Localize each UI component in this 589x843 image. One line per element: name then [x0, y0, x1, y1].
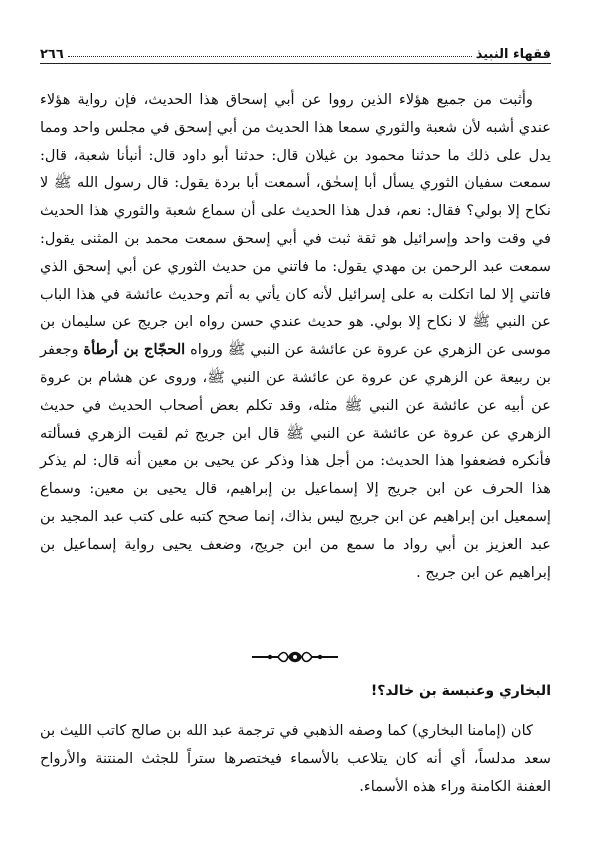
decorative-divider-icon: [0, 650, 589, 664]
paragraph-text-part-2: وجعفر بن ربيعة عن الزهري عن عروة عن عائشة عن النبي ﷺ، وروى عن هشام بن عروة عن أبيه عن عائشة عن النبي ﷺ مثله، وقد تكلم بعض أصحاب الحديث في حديث الزهري عن عروة عن عائشة عن النبي ﷺ قال ابن جريج ثم لقيت الزهري فسألته فأنكره فضعفوا هذا الحديث: من أجل هذا وذكر عن يحيى بن معين أنه قال: لم يذكر هذا الحرف عن ابن جريج إلا إسماعيل بن إبراهيم، قال يحيى بن معين: وسماع إسمعيل ابن إبراهيم عن ابن جريج ليس بذاك، إنما صحح كتبه على كتب عبد المجيد بن عبد العزيز بن أبي رواد ما سمع من ابن جريج، وضعف يحيى رواية إسماعيل بن إبراهيم عن ابن جريج .: [40, 341, 551, 581]
header-dot-leader: [68, 56, 472, 57]
header-title: فقهاء النبيذ: [475, 47, 551, 62]
paragraph-text-part-1: وأثبت من جميع هؤلاء الذين رووا عن أبي إسحاق هذا الحديث، فإن رواية هؤلاء عندي أشبه لأن شعبة والثوري سمعا هذا الحديث من أبي إسحق في مجلس واحد ومما يدل على ذلك ما حدثنا محمود بن غيلان قال: حدثنا أبو داود قال: أنبأنا شعبة، قال: سمعت سفيان الثوري يسأل أبا إسحٰق، أسمعت أبا بردة يقول: قال رسول الله ﷺ لا نكاح إلا بولي؟ فقال: نعم، فدل هذا الحديث على أن سماع شعبة والثوري هذا الحديث في وقت واحد وإسرائيل هو ثقة ثبت في أبي إسحق سمعت محمد بن المثنى يقول: سمعت عبد الرحمن بن مهدي يقول: ما فاتني من حديث الثوري عن أبي إسحق الذي فاتني إلا لما اتكلت به على إسرائيل لأنه كان يأتي به أتم وحديث عائشة في هذا الباب عن النبي ﷺ لا نكاح إلا بولي. هو حديث عندي حسن رواه ابن جريج عن سليمان بن موسى عن الزهري عن عروة عن عائشة عن النبي ﷺ ورواه: [40, 91, 551, 359]
running-header: [40, 40, 551, 62]
page-number: ٢٦٦: [40, 47, 64, 62]
bold-name: الحجّاج بن أرطأة: [83, 341, 186, 359]
section-text: [40, 717, 551, 801]
main-text: [40, 86, 551, 586]
section-paragraph: كان (إمامنا البخاري) كما وصفه الذهبي في ترجمة عبد الله بن صالح كاتب الليث بن سعد مدلساً، أي أنه كان يتلاعب بالأسماء فيختصرها ستراً للجثث المنتنة والأرواح العفنة الكامنة وراء هذه الأسماء.: [40, 722, 551, 795]
header-rule: [40, 63, 551, 64]
paragraph: [40, 86, 551, 586]
section-heading: البخاري وعنبسة بن خالد؟!: [370, 683, 551, 699]
